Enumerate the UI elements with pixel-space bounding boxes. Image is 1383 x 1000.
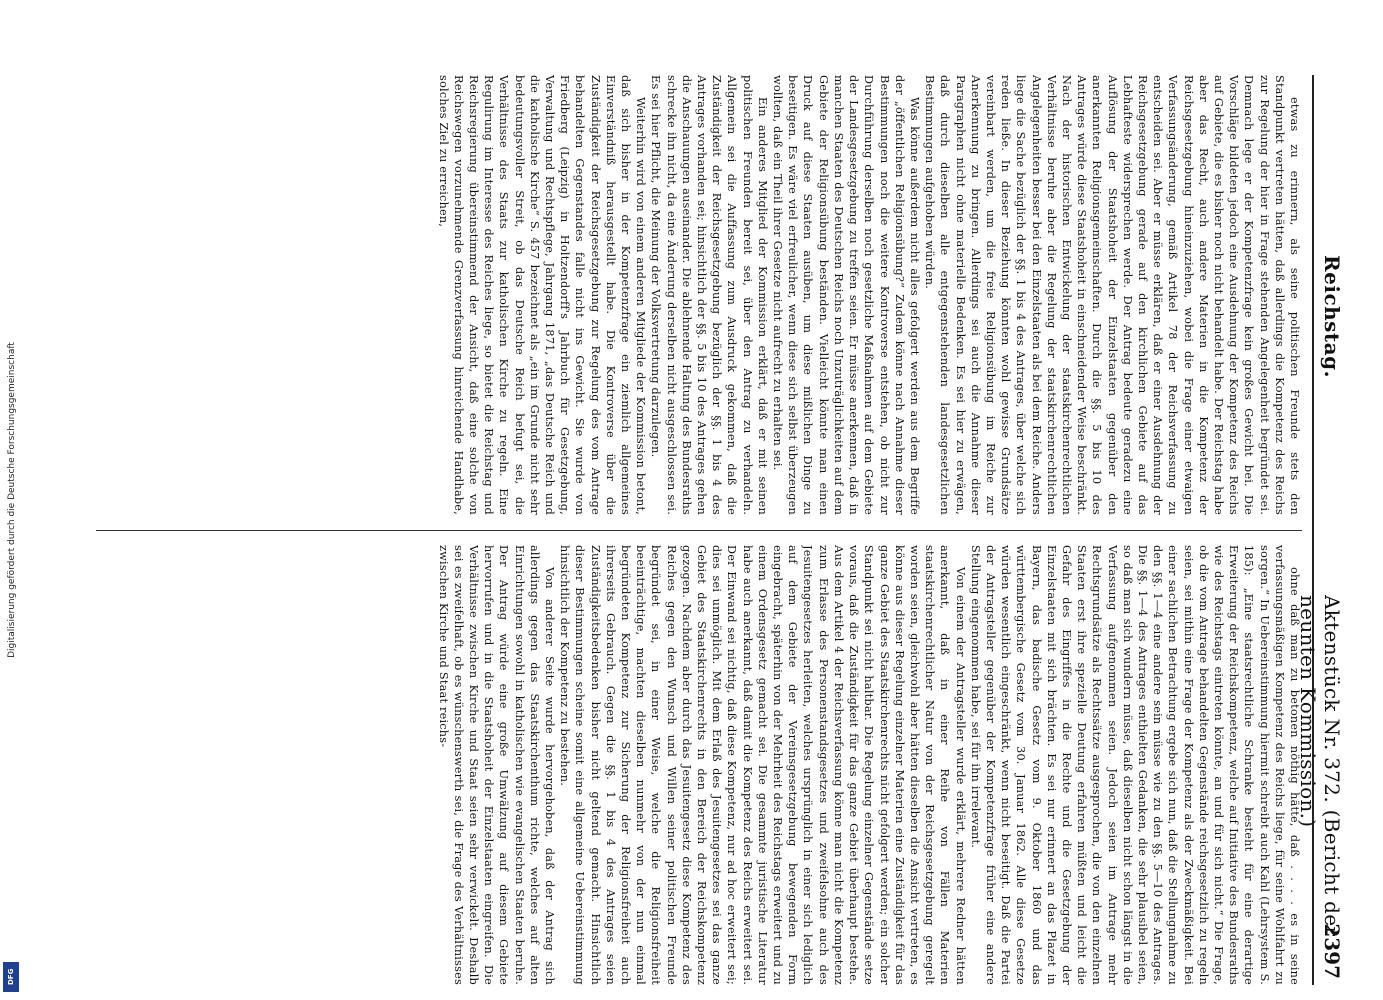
- paragraph: Ein anderes Mitglied der Kommission erklärt, daß er mit seinen politischen Freunden bereit sei, über den Antrag zu verhandeln. Allgemein sei die Auffassung zum Ausdruck gekommen, daß die Zuständigkeit der Reichsgesetzgebung bezüglich der §§. 1 bis 4 des Antrages vorhanden sei; hinsichtlich der §§. 5 bis 10 des Antrages gehen die Anschauungen auseinander. Die ablehnende Haltung des Bundesraths schrecke ihn nicht, da eine Änderung derselben nicht ausgeschlossen sei. Es sei hier Pflicht, die Meinung der Volksvertretung darzulegen.: [649, 75, 769, 515]
- right-column: [96, 545, 1302, 985]
- paragraph: Weiterhin wird von einem anderen Mitgliede der Kommission betont, daß sich bisher in der Kompetenzfrage ein ziemlich allgemeines Einverständniß herausgestellt habe. Die Kontroverse über die Zuständigkeit der Reichsgesetzgebung zur Regelung des vom Antrage behandelten Gegenstandes falle nicht ins Gewicht. Sie wurde von Friedberg (Leipzig) in Holtzendorff's Jahrbuch für Gesetzgebung, Verwaltung und Rechtspflege, Jahrgang 1871, „das Deutsche Reich und die katholische Kirche“ S. 457 bezeichnet als „ein im Grunde nicht sehr bedeutungsvoller Streit, ob das Deutsche Reich befugt sei, die Verhältnisse des Staats zur katholischen Kirche zu regeln. Eine Regulirung im Interesse des Reiches liege, so bietet die Reichstag und Reichsregierung übereinstimmend der Ansicht, daß eine solche von Reichswegen vorzunehmende Grenzverfassung hinreichende Handhabe, solches Ziel zu erreichen,: [436, 75, 648, 515]
- paragraph: Von anderer Seite wurde hervorgehoben, daß der Antrag sich allerdings gegen das Staatskirchenthum richte, welches auf alten Einrichtungen sowohl in katholischen wie evangelischen Staaten beruhe. Der Antrag würde eine große Umwälzung auf diesem Gebiete hervorrufen und in die Staatshoheit der Einzelstaaten eingreifen. Die Verhältnisse zwischen Kirche und Staat seien sehr verwickelt. Deshalb sei es zweifelhaft, ob es wünschenswerth sei, die Frage des Verhältnisses zwischen Kirche und Staat reichs-: [436, 545, 557, 985]
- page-number: 2397: [1320, 923, 1344, 979]
- dfg-logo: DFG: [3, 962, 19, 992]
- paragraph: ohne daß man zu betonen nöthig hätte, daß . . . . es in seine verfassungsmäßigen Kompetenz des Reichs liege, für seine Wohlfahrt zu sorgen.“ In Uebereinstimmung hiermit schreibt auch Kahl (Lehrsystem S. 185): „Eine staatsrechtliche Schranke besteht für eine derartige Erweiterung der Reichskompetenz, welche auf Initiative des Bundesraths wie des Reichstags eintreten könnte, an und für sich nicht.“ Die Frage, ob die vom Antrage behandelten Gegenstände reichsgesetzlich zu regeln seien, sei mithin eine Frage der Kompetenz als der Zweckmäßigkeit. Bei einer sachlichen Betrachtung ergebe sich nun, daß die Stellungnahme zu den §§. 1—4 eine andere sein müsse wie zu den §§. 5—10 des Antrages. Die §§. 1—4 des Antrages enthielten Gedanken, die sehr plausibel seien, so daß man sich wundern müsse, daß dieselben nicht schon längst in die Verfassung aufgenommen seien. Jedoch seien im Antrage mehr Rechtsgrundsätze als Rechtssätze ausgesprochen, die von den einzelnen Staaten erst ihre spezielle Deutung erfahren müßten und leicht die Gefahr des Eingriffes in die Rechte und die Gesetzgebung der Einzelstaaten mit sich brächten. Es sei nur erinnert an das Plazet in Bayern, das badische Gesetz vom 9. Oktober 1860 und das württembergische Gesetz vom 30. Januar 1862. Alle diese Gesetze würden wesentlich eingeschränkt, wenn nicht beseitigt. Daß die Partei der Antragsteller gegenüber der Kompetenzfrage früher eine andere Stellung eingenommen habe, sei für ihn irrelevant.: [968, 545, 1301, 985]
- running-header: [1296, 75, 1348, 985]
- left-column: [96, 75, 1302, 515]
- digitization-credit: Digitalisierung gefördert durch die Deutsche Forschungsgemeinschaft: [7, 342, 17, 658]
- paragraph: Was könne außerdem nicht alles gefolgert werden aus dem Begriffe der „öffentlichen Religionsübung?“ Zudem könne nach Annahme dieser Bestimmungen noch die weitere Kontroverse entstehen, ob nicht zur Durchführung derselben noch gesetzliche Maßnahmen auf dem Gebiete der Landesgesetzgebung zu treffen seien. Er müsse anerkennen, daß in manchen Staaten des Deutschen Reichs noch Unzuträglichkeiten auf dem Gebiete der Religionsübung beständen. Vielleicht könnte man einen Druck auf diese Staaten ausüben, um diese mißlichen Dinge zu beseitigen. Es wäre viel erfreulicher, wenn diese sich selbst überzeugen wollten, daß ein Theil ihrer Gesetze nicht aufrecht zu erhalten sei.: [771, 75, 921, 515]
- paragraph: Von einem der Antragsteller wurde erklärt, mehrere Redner hätten anerkannt, daß in einer Reihe von Fällen Materien staatskirchenrechtlicher Natur von der Reichsgesetzgebung geregelt worden seien, gleichwohl aber hätten dieselben die Ansicht vertreten, es könne aus dieser Regelung einzelner Materien eine Zuständigkeit für das ganze Gebiet des Staatskirchenrechts nicht gefolgert werden; ein solcher Standpunkt sei nicht haltbar. Die Regelung einzelner Gegenstände setze voraus, daß die Zuständigkeit für das ganze Gebiet überhaupt bestehe. Aus dem Artikel 4 der Reichsverfassung könne man nicht die Kompetenz zum Erlasse des Personenstandsgesetzes und zweifelsohne auch des Jesuitengesetzes herleiten, welches ursprünglich in einer sich lediglich auf dem Gebiete der Vereinsgesetzgebung bewegenden Form eingebracht, späterhin von der Mehrheit des Reichstags erweitert und zu einem Ordensgesetz gemacht sei. Die gesammte juristische Literatur habe auch anerkannt, daß damit die Kompetenz des Reichs erweitert sei. Der Einwand sei nichtig, daß diese Kompetenz, nur ad hoc erweitert sei; dies sei unmöglich. Mit dem Erlaß des Jesuitengesetzes sei das ganze Gebiet des Staatskirchenrechts in den Bereich der Reichskompetenz gezogen. Nachdem aber durch das Jesuitengesetz diese Kompetenz des Reiches gegen den Wunsch und Willen seiner politischen Freunde begründet sei, in einer Weise, welche die Religionsfreiheit beeinträchtige, machten dieselben nunmehr von der nun einmal begründeten Kompetenz zur Sicherung der Religionsfreiheit auch ihrerseits Gebrauch. Gegen die §§. 1 bis 4 des Antrages seien Zuständigkeitsbedenken bisher nicht geltend gemacht. Hinsichtlich dieser Bestimmungen scheine somit eine allgemeine Uebereinstimmung hinsichtlich der Kompetenz zu bestehen.: [558, 545, 967, 985]
- header-subtitle: Aktenstück Nr. 372. (Bericht der neunten Kommission.): [1296, 595, 1344, 937]
- scanned-page: [88, 75, 1348, 985]
- header-title: Reichstag.: [1320, 255, 1344, 379]
- credit-strip: [0, 0, 24, 1000]
- paragraph: etwas zu erinnern, als seine politischen Freunde stets den Standpunkt vertreten hätten, daß allerdings die Kompetenz des Reichs zur Regelung der hier in Frage stehenden Angelegenheit begründet sei. Demnach lege er der Kompetenzfrage kein großes Gewicht bei. Die Vorschläge bildeten jedoch eine Ausdehnung der Kompetenz des Reichs auf Gebiete, die es bisher noch nicht behandelt habe. Der Reichstag habe aber das Recht, auch andere Materien in die Kompetenz der Reichsgesetzgebung hineinzuziehen, wobei die Frage einer etwaigen Verfassungsänderung, gemäß Artikel 78 der Reichsverfassung zu entscheiden sei. Aber er müsse erklären, daß er einer Ausdehnung der Reichsgesetzgebung gerade auf den kirchlichen Gebiete auf das Lebhafteste widersprechen werde. Der Antrag bedeute geradezu eine Auflösung der Staatshoheit der Einzelstaaten gegenüber den anerkannten Religionsgemeinschaften. Durch die §§. 5 bis 10 des Antrages würde diese Staatshoheit in einschneidender Weise beschränkt. Nach der historischen Entwickelung der staatskirchenrechtlichen Verhältnisse beruhe aber die Regelung der staatskirchenrechtlichen Angelegenheiten besser bei den Einzelstaaten als bei dem Reiche. Anders liege die Sache bezüglich der §§. 1 bis 4 des Antrages, über welche sich reden ließe. In dieser Beziehung könnten wohl gewisse Grundsätze vereinbart werden, um die freie Religionsübung im Reiche zur Anerkennung zu bringen. Allerdings sei auch die Annahme dieser Paragraphen nicht ohne materielle Bedenken. Es sei hier zu erwägen, daß durch dieselben alle entgegenstehenden landesgesetzlichen Bestimmungen aufgehoben würden.: [923, 75, 1301, 515]
- page-container: [88, 75, 1348, 985]
- column-divider: [96, 530, 1302, 531]
